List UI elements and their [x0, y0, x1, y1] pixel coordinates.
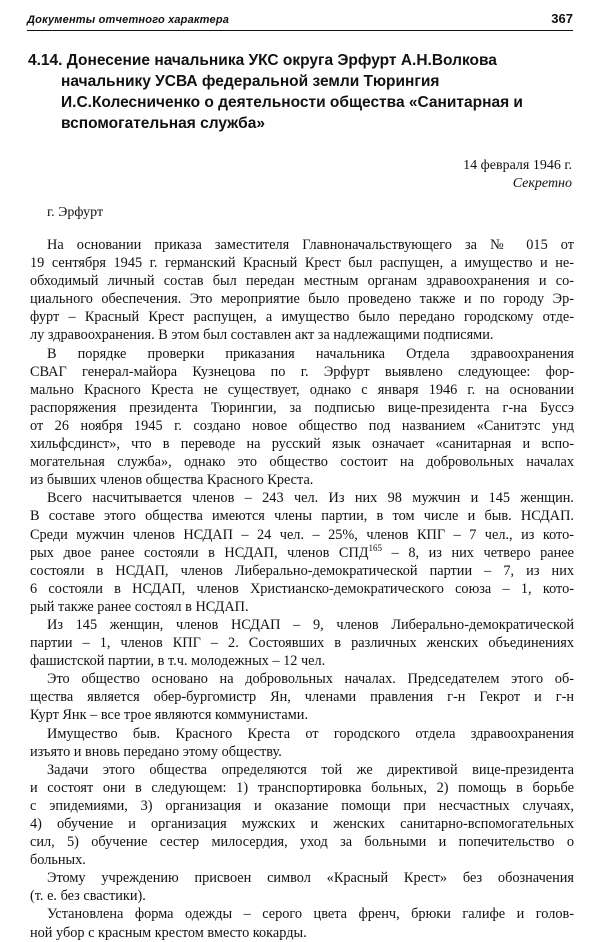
text-line: могательная служба», однако это общество состоит на добровольных началах [30, 454, 574, 471]
text-line: и состоят они в следующем: 1) транспортировка больных, 2) помощь в борьбе [30, 779, 574, 796]
place-of-origin: г. Эрфурт [47, 205, 104, 220]
page-header [27, 8, 573, 31]
text-line: В порядке проверки приказания начальника Отдела здравоохранения [47, 345, 574, 362]
footnote-ref: 165 [368, 542, 383, 553]
title-line: 4.14. Донесение начальника УКС округа Эрфурт А.Н.Волкова [28, 52, 497, 69]
text-line: из бывших членов общества Красного Креста. [30, 472, 314, 489]
text-line: хильфсдинст», что в переводе на русский язык означает «санитарная и вспо- [30, 436, 574, 453]
text-line: Курт Янк – все трое являются коммунистами. [30, 707, 309, 724]
text-line: 4) обучение и организация мужских и женских санитарно-вспомогательных [30, 816, 574, 832]
text-line: рый также ранее состоял в НСДАП. [30, 598, 249, 615]
text-line: с эпидемиями, 3) организация и оказание помощи при несчастных случаях, [30, 797, 574, 814]
dateline [463, 157, 572, 193]
text-line: фашистской партии, в т.ч. молодежных – 12 чел. [30, 653, 326, 670]
document-title [28, 50, 576, 134]
text-line: фурт – Красный Крест распущен, а имущество было передано городскому отде- [30, 309, 574, 326]
text-line: Из 145 женщин, членов НСДАП – 9, членов Либерально-демократической [47, 616, 574, 633]
text-line: В составе этого общества имеются члены партии, в том числе и быв. НСДАП. [30, 508, 574, 525]
text-line: мально Красного Креста не существует, однако с января 1946 г. на основании [30, 381, 574, 398]
title-line: начальнику УСВА федеральной земли Тюрингия [61, 73, 440, 90]
text-line: (т. е. без свастики). [30, 888, 146, 905]
text-line: сил, 5) обучение сестер милосердия, уход за больными и попечительство о [30, 834, 574, 851]
text-line: изъято и вновь передано этому обществу. [30, 743, 282, 760]
text-line: больных. [30, 852, 86, 869]
classification-stamp: Секретно [512, 176, 572, 191]
title-line: И.С.Колесниченко о деятельности общества «Санитарная и [61, 94, 523, 111]
text-line: состояли в НСДАП, членов Либерально-демократической партии – 7, из них [30, 562, 574, 579]
title-number: 4.14. [28, 52, 63, 69]
text-line: Установлена форма одежды – серого цвета френч, брюки галифе и голов- [47, 906, 574, 923]
text-line: Имущество быв. Красного Креста от городского отдела здравоохранения [47, 725, 574, 742]
text-line: распоряжения президента Тюрингии, за подписью вице-президента г-на Буссэ [30, 399, 574, 416]
text-line: Всего насчитывается членов – 243 чел. Из них 98 мужчин и 145 женщин. [47, 490, 574, 507]
running-head: Документы отчетного характера [27, 14, 230, 26]
text-line: Задачи этого общества определяются той же директивой вице-президента [47, 761, 574, 778]
text-line: ной убор с красным крестом вместо кокарды. [30, 924, 307, 941]
text-line: партии – 1, членов КПГ – 2. Состоявших в различных женских объединениях [30, 635, 574, 652]
text-line: На основании приказа заместителя Главноначальствующего за № 015 от [47, 237, 574, 253]
text-line: обходимый личный состав был передан местным органам здравоохранения и со- [30, 273, 574, 290]
title-line: вспомогательная служба» [61, 115, 265, 132]
text-line: щества является обер-бургомистр Ян, членами правления г-н Гекрот и г-н [30, 689, 574, 706]
text-line: циального обеспечения. Это мероприятие было проведено также и по городу Эр- [30, 291, 574, 308]
text-line: от 26 ноября 1945 г. создано новое общество под названием «Санитэтс унд [30, 417, 574, 434]
text-line: лу здравоохранения. В этом был составлен акт за надлежащими подписями. [30, 327, 494, 344]
text-line: СВАГ генерал-майора Кузнецова по г. Эрфурт выявлено следующее: фор- [30, 363, 574, 380]
document-body [30, 236, 574, 942]
text-line: Этому учреждению присвоен символ «Красный Крест» без обозначения [47, 870, 574, 887]
text-line: 6 состояли в НСДАП, членов Христианско-демократического союза – 1, кото- [30, 580, 574, 597]
page-number: 367 [551, 11, 573, 26]
text-line: рых двое ранее состояли в НСДАП, членов СПД$^{165}$ – 8, из них четверо ранее [30, 542, 574, 561]
text-line: Это общество основано на добровольных началах. Председателем этого об- [47, 671, 574, 688]
document-date: 14 февраля 1946 г. [463, 158, 572, 173]
text-line: Среди мужчин членов НСДАП – 24 чел. – 25%, членов КПГ – 7 чел., из кото- [30, 526, 574, 543]
text-line: 19 сентября 1945 г. германский Красный Крест был распущен, а имущество и не- [30, 255, 574, 272]
